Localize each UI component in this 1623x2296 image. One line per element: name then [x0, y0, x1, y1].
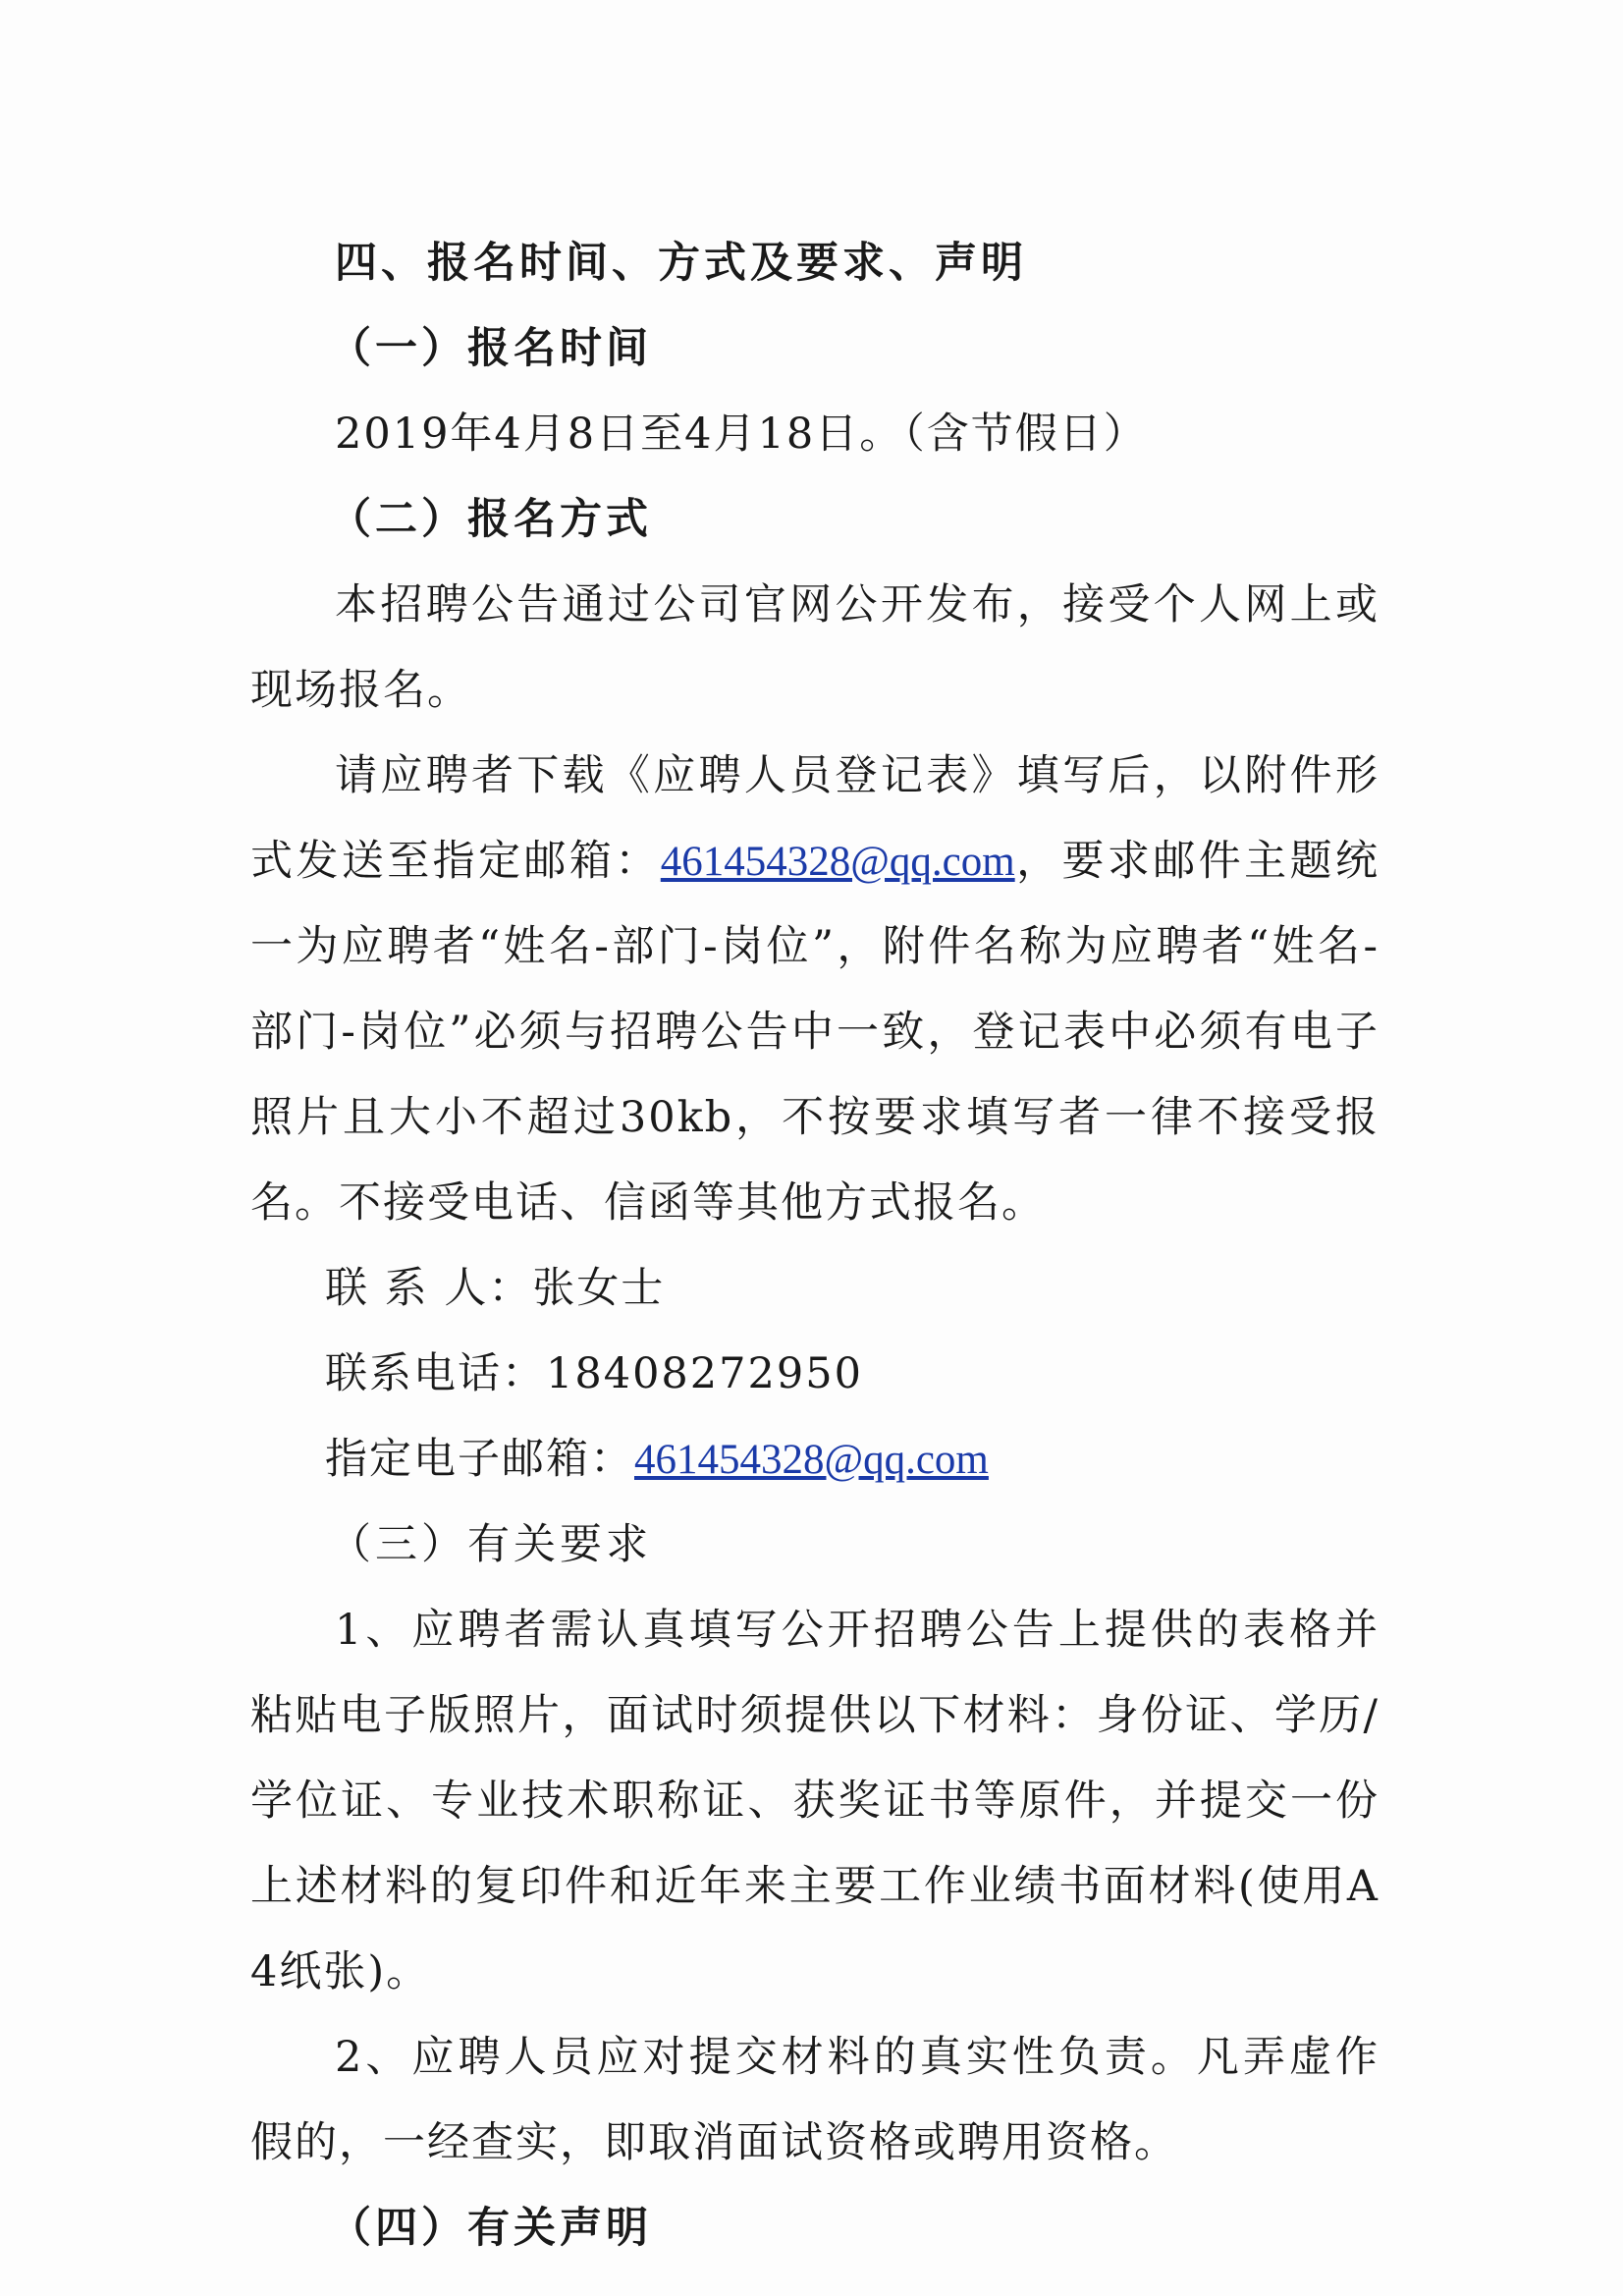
method-paragraph-2-start: 请应聘者下载《应聘人员登记表》填写后，以附件形式发送至指定邮箱：: [250, 751, 1380, 886]
contact-email-label: 指定电子邮箱：: [325, 1435, 634, 1484]
time-text: 2019年4月8日至4月18日。（含节假日）: [335, 410, 1148, 459]
time-heading: （一）报名时间: [329, 324, 652, 373]
method-heading: （二）报名方式: [329, 495, 652, 544]
method-paragraph-2: [250, 734, 1380, 1246]
email-link[interactable]: 461454328@qq.com: [660, 839, 1015, 885]
method-paragraph-2-end: ，要求邮件主题统一为应聘者“姓名-部门-岗位”，附件名称为应聘者“姓名-部门-岗位”必须与招聘公告中一致，登记表中必须有电子照片且大小不超过30kb，不按要求填写者一律不接受报名。不接受电话、信函等其他方式报名。: [250, 837, 1380, 1228]
contact-email-line: [250, 1417, 1380, 1503]
section-heading: 四、报名时间、方式及要求、声明: [335, 239, 1027, 288]
requirements-heading: （三）有关要求: [329, 1520, 652, 1569]
contact-phone: 联系电话：18408272950: [325, 1349, 863, 1398]
requirement-item-2: 2、应聘人员应对提交材料的真实性负责。凡弄虚作假的，一经查实，即取消面试资格或聘用资格。: [250, 2033, 1380, 2167]
contact-email-link[interactable]: 461454328@qq.com: [634, 1437, 989, 1483]
method-paragraph-1: 本招聘公告通过公司官网公开发布，接受个人网上或现场报名。: [250, 580, 1380, 715]
requirement-item-1: 1、应聘者需认真填写公开招聘公告上提供的表格并粘贴电子版照片，面试时须提供以下材料：身份证、学历/学位证、专业技术职称证、获奖证书等原件，并提交一份上述材料的复印件和近年来主要工作业绩书面材料(使用A4纸张)。: [250, 1606, 1380, 1996]
statement-heading: （四）有关声明: [329, 2204, 652, 2253]
document-page: [250, 221, 1380, 2271]
contact-person: 联 系 人：张女士: [325, 1264, 666, 1313]
